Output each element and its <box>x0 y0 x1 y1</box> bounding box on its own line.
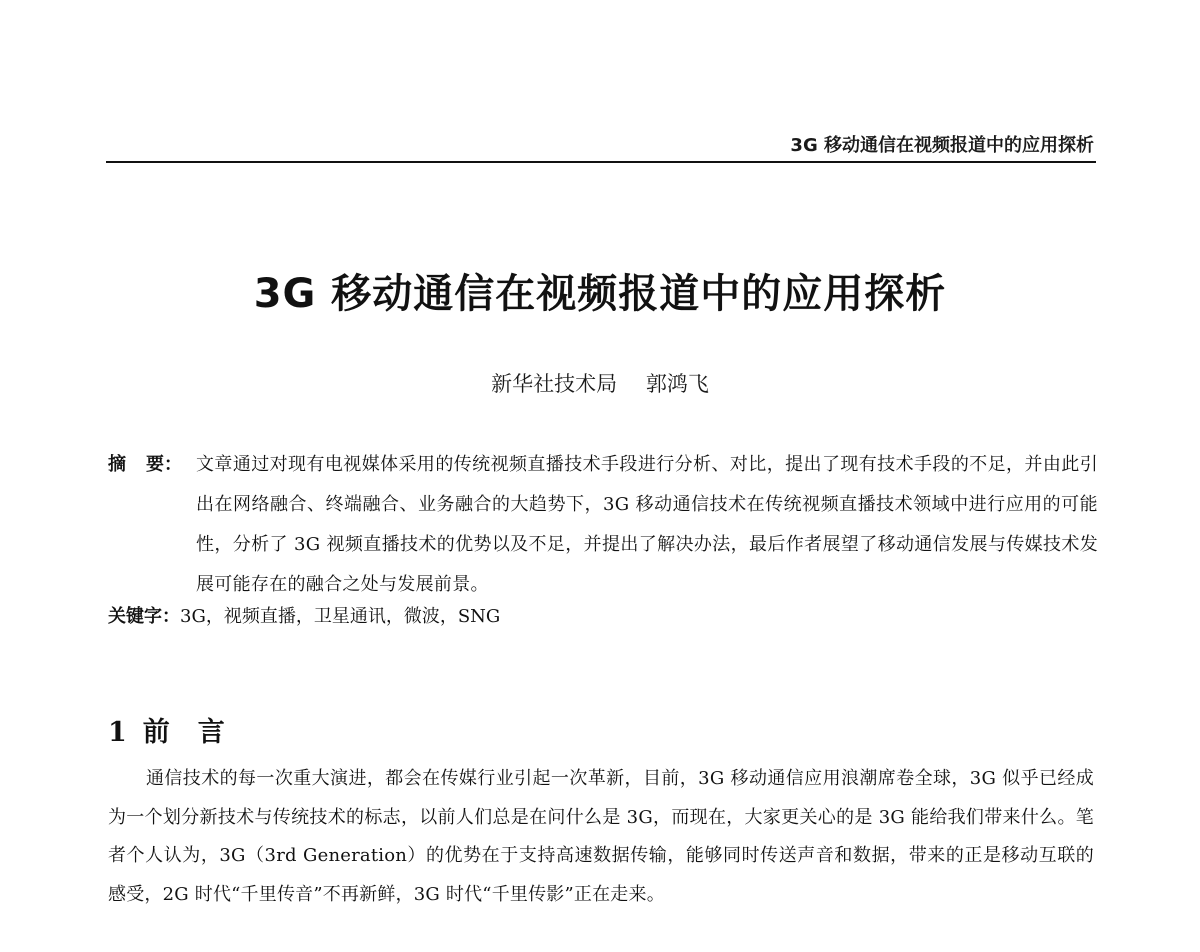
keywords-label: 关键字： <box>108 606 180 627</box>
header-rule <box>106 161 1096 163</box>
section-heading <box>108 710 253 749</box>
abstract-label-char1: 摘 <box>108 454 126 475</box>
keywords <box>108 602 500 628</box>
author-line <box>0 368 1200 398</box>
author-affiliation: 新华社技术局 <box>491 372 618 396</box>
running-header: 3G 移动通信在视频报道中的应用探析 <box>790 135 1094 156</box>
keywords-text: 3G，视频直播，卫星通讯，微波，SNG <box>180 606 501 627</box>
section-title: 前言 <box>142 717 253 748</box>
paper-title: 3G 移动通信在视频报道中的应用探析 <box>253 271 947 317</box>
abstract <box>108 445 1098 605</box>
abstract-label <box>108 445 182 485</box>
abstract-text: 文章通过对现有电视媒体采用的传统视频直播技术手段进行分析、对比，提出了现有技术手段的不足，并由此引出在网络融合、终端融合、业务融合的大趋势下，3G 移动通信技术在传统视频直播技术领域中进行应用的可能性，分析了 3G 视频直播技术的优势以及不足，并提出了解决办法，最后作者展望了移动通信发展与传媒技术发展可能存在的融合之处与发展前景。 <box>196 454 1098 595</box>
author-name: 郭鸿飞 <box>645 372 709 396</box>
abstract-label-char2: 要： <box>146 454 182 475</box>
intro-paragraph: 通信技术的每一次重大演进，都会在传媒行业引起一次革新，目前，3G 移动通信应用浪潮席卷全球，3G 似乎已经成为一个划分新技术与传统技术的标志，以前人们总是在问什么是 3G，而现在，大家更关心的是 3G 能给我们带来什么。笔者个人认为，3G（3rd Generation）的优势在于支持高速数据传输，能够同时传送声音和数据，带来的正是移动互联的感受，2G 时代“千里传音”不再新鲜，3G 时代“千里传影”正在走来。 <box>108 768 1094 905</box>
section-number: 1 <box>108 717 127 748</box>
